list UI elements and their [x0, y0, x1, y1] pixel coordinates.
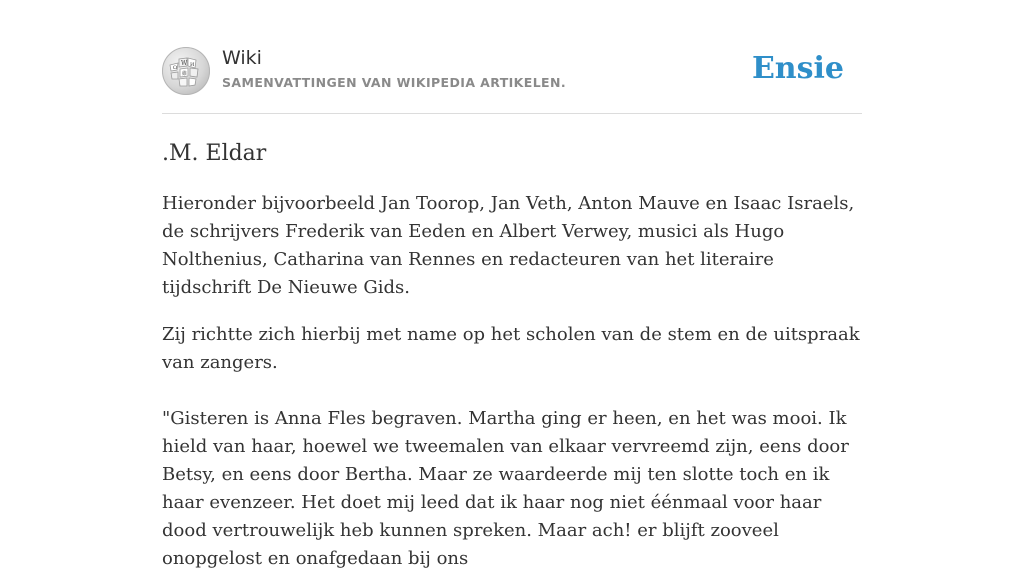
svg-text:W: W [181, 60, 188, 67]
site-subtitle: SAMENVATTINGEN VAN WIKIPEDIA ARTIKELEN. [222, 75, 567, 90]
article-title: .M. Eldar [162, 141, 267, 166]
wikipedia-globe-icon[interactable] [162, 47, 210, 95]
site-title[interactable]: Wiki [222, 47, 262, 69]
content-container [162, 0, 862, 573]
ensie-brand-link[interactable]: Ensie [751, 51, 844, 86]
article-body [162, 190, 862, 573]
article-paragraph: Zij richtte zich hierbij met name op het scholen van de stem en de uitspraak van zangers. [162, 324, 860, 373]
svg-text:Ω: Ω [173, 65, 178, 71]
svg-text:維: 維 [182, 71, 188, 77]
site-header [162, 0, 862, 114]
article-paragraph: "Gisteren is Anna Fles begraven. Martha ging er heen, en het was mooi. Ik hield van haar, hoewel we tweemalen van elkaar vervreemd zijn, eens door Betsy, en eens door Bertha. Maar ze waardeerde mij ten slotte toch en ik haar evenzeer. Het doet mij leed dat ik haar nog niet éénmaal voor haar dood vertrouwelijk heb kunnen spreken. Maar ach! er blijft zooveel onopgelost en onafgedaan bij ons [162, 408, 849, 569]
svg-text:И: И [190, 62, 195, 68]
article-paragraph: Hieronder bijvoorbeeld Jan Toorop, Jan Veth, Anton Mauve en Isaac Israels, de schrijvers Frederik van Eeden en Albert Verwey, musici als Hugo Nolthenius, Catharina van Rennes en redacteuren van het literaire tijdschrift De Nieuwe Gids. [162, 193, 855, 298]
